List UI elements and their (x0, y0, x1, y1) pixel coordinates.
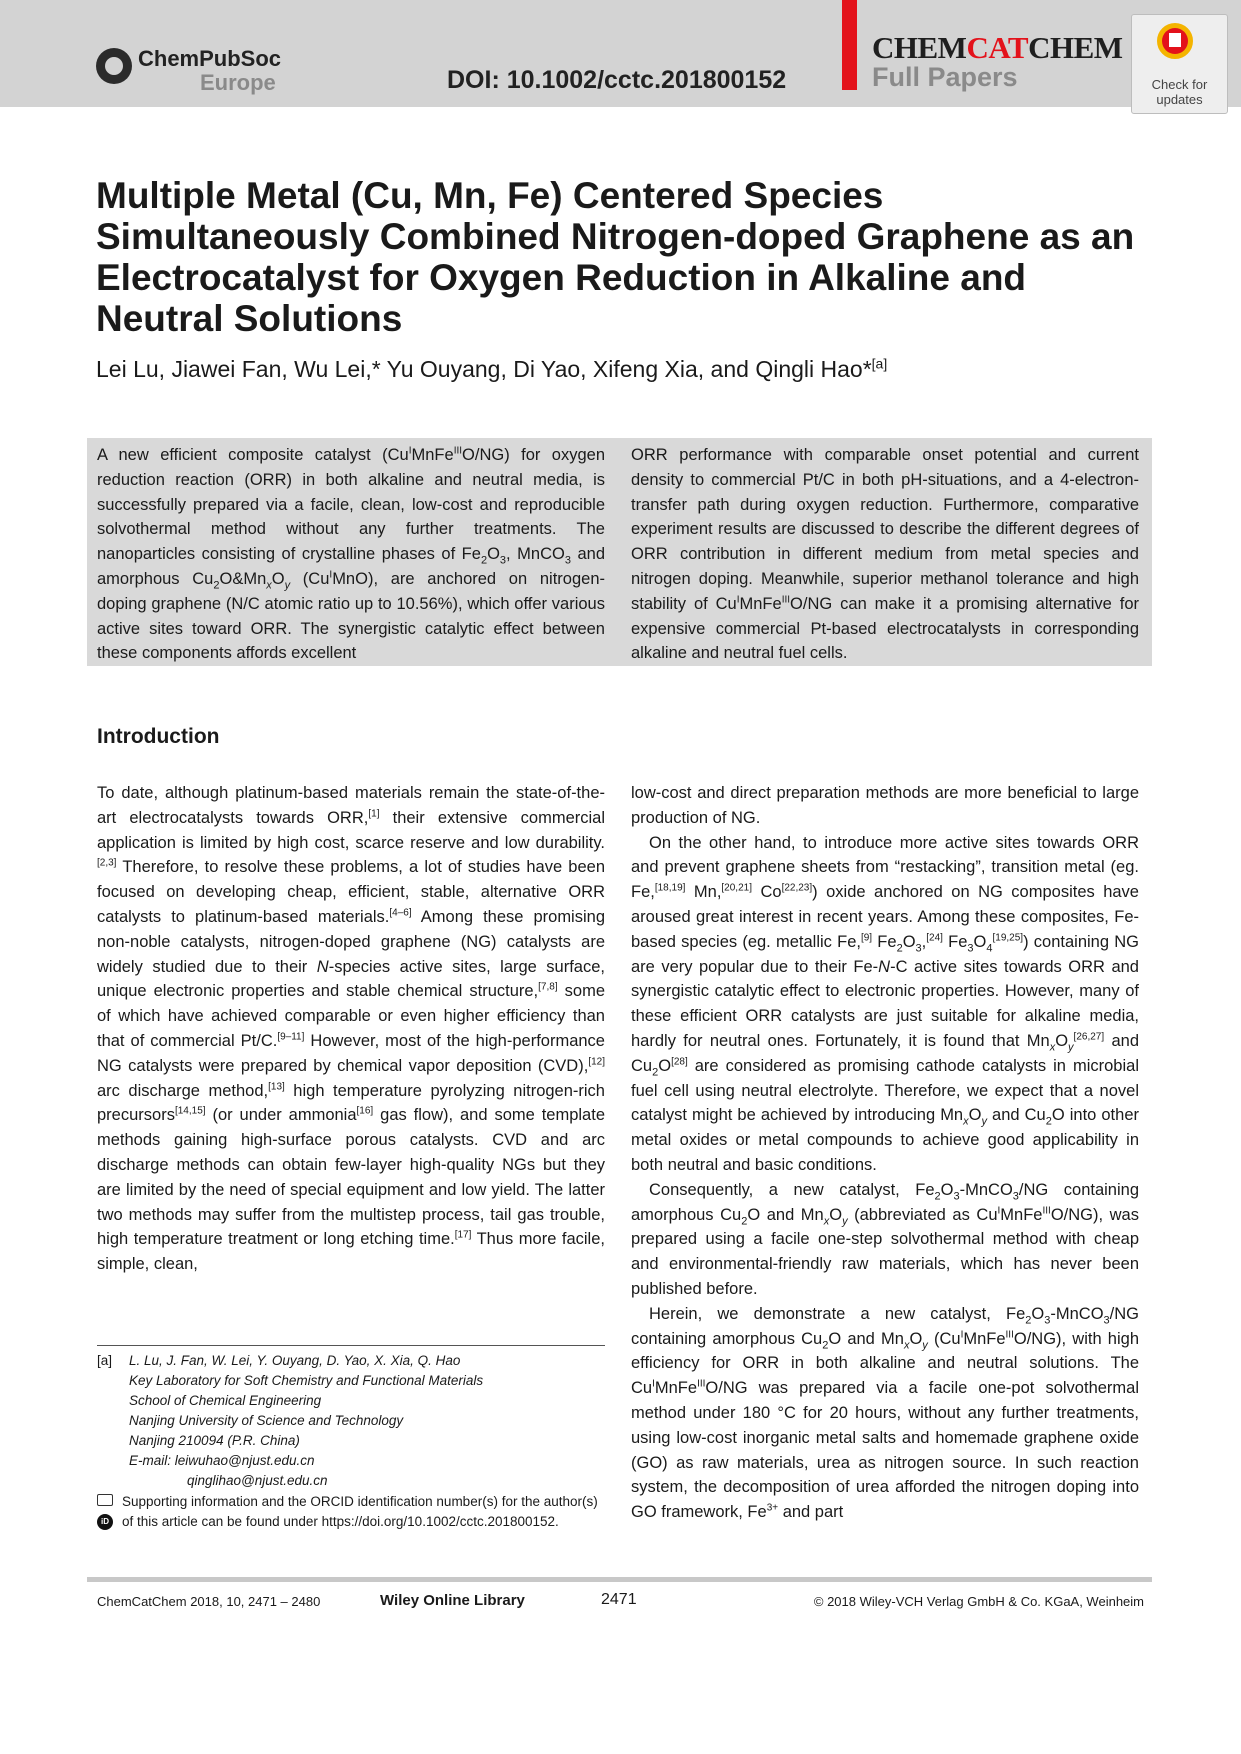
author-list (96, 356, 887, 383)
footnote-line: Nanjing 210094 (P.R. China) (129, 1433, 300, 1448)
authors-text: Lei Lu, Jiawei Fan, Wu Lei,* Yu Ouyang, Di Yao, Xifeng Xia, and Qingli Hao* (96, 356, 872, 382)
supporting-info-note (97, 1492, 605, 1532)
footnote-label: [a] (97, 1353, 113, 1368)
introduction-left-column (97, 781, 605, 1277)
wiley-online-library-link[interactable]: Wiley Online Library (380, 1592, 525, 1609)
journal-name-part3: CHEM (1028, 30, 1123, 65)
journal-accent-bar (842, 0, 857, 90)
footnote-email[interactable]: qinglihao@njust.edu.cn (187, 1473, 328, 1488)
article-type: Full Papers (872, 62, 1018, 92)
journal-name-part1: CHEM (872, 30, 967, 65)
footnote-line: School of Chemical Engineering (129, 1393, 322, 1408)
footnote-line: L. Lu, J. Fan, W. Lei, Y. Ouyang, D. Yao, X. Xia, Q. Hao (129, 1353, 461, 1368)
copyright-notice: © 2018 Wiley-VCH Verlag GmbH & Co. KGaA, Weinheim (813, 1594, 1144, 1609)
intro-paragraph: To date, although platinum-based materials remain the state-of-the-art electrocatalysts towards ORR,[1] their extensive commercial application is limited by high cost, scarce reserve and low durability.[2,3] Therefore, to resolve these problems, a lot of studies have been focused on developing cheap, efficient, stable, alternative ORR catalysts to platinum-based materials.[4–6] Among these promising non-noble catalysts, nitrogen-doped graphene (NG) catalysts are widely studied due to their N-species active sites, large surface, unique electronic properties and stable chemical structure,[7,8] some of which have achieved comparable or even higher efficiency than that of commercial Pt/C.[9–11] However, most of the high-performance NG catalysts were prepared by chemical vapor deposition (CVD),[12] arc discharge method,[13] high temperature pyrolyzing nitrogen-rich precursors[14,15] (or under ammonia[16] gas flow), and some template methods gaining high-surface porous catalysts. CVD and arc discharge methods can obtain few-layer high-quality NGs but they are limited by the need of special equipment and low yield. The latter two methods may suffer from the multistep process, tail gas trouble, high temperature treatment or long etching time.[17] Thus more facile, simple, clean, (97, 784, 606, 1274)
check-updates-button[interactable] (1131, 14, 1228, 114)
footer-journal-ref: ChemCatChem 2018, 10, 2471 – 2480 (97, 1594, 321, 1609)
footnote-line: Key Laboratory for Soft Chemistry and Functional Materials (129, 1373, 484, 1388)
crossmark-icon-bookmark (1169, 33, 1181, 47)
orcid-icon: iD (97, 1514, 113, 1530)
supporting-info-text[interactable]: Supporting information and the ORCID identification number(s) for the author(s) of this article can be found under https://doi.org/10.1002/cctc.201800152. (122, 1494, 598, 1529)
journal-name-part2: CAT (966, 30, 1029, 65)
page-number: 2471 (601, 1591, 637, 1608)
computer-icon (97, 1494, 113, 1506)
abstract-left-column: A new efficient composite catalyst $(Cu^IMnFe^{III}O/NG)$ for oxygen reduction reaction (ORR) in both alkaline and neutral media, is successfully prepared via a facile, clean, low-cost and reproducible solvothermal method without any further treatments. The nanoparticles consisting of crystalline phases of $Fe_2O_3$, MnCO$_3$ and amorphous $Cu_2O\&Mn_xO_y$ $(Cu^IMnO)$, are anchored on nitrogen-doping graphene (N/C atomic ratio up to 10.56%), which offer various active sites toward ORR. The synergistic catalytic effect between these components affords excellent (97, 445, 606, 663)
check-updates-label: Check for updates (1151, 77, 1208, 107)
chempubsoc-emblem-icon (96, 48, 132, 84)
chempubsoc-logo[interactable] (96, 44, 296, 100)
article-title: Multiple Metal (Cu, Mn, Fe) Centered Species Simultaneously Combined Nitrogen-doped Graphene as an Electrocatalyst for Oxygen Reduction in Alkaline and Neutral Solutions (96, 175, 1135, 339)
footer-rule (87, 1577, 1152, 1582)
intro-paragraph: low-cost and direct preparation methods are more beneficial to large production of NG. (631, 784, 1139, 827)
doi-link[interactable]: DOI: 10.1002/cctc.201800152 (447, 66, 787, 94)
intro-paragraph: On the other hand, to introduce more active sites towards ORR and prevent graphene sheets from “restacking”, transition metal (eg. Fe,[18,19] Mn,[20,21] Co[22,23]) oxide anchored on NG composites have aroused great interest in recent years. Among these composites, Fe-based species (eg. metallic Fe,[9] $Fe_2O_3,[24]$ $Fe_3O_4[19,25]$) containing NG are very popular due to their Fe-N-C active sites towards ORR and synergistic catalytic effect to electronic properties. However, many of these efficient ORR catalysts are just suitable for alkaline media, hardly for neutral ones. Fortunately, it is found that $Mn_xO_y[26,27]$ and $Cu_2O[28]$ are considered as promising cathode catalysts in microbial fuel cell using neutral electrolyte. Therefore, we expect that a novel catalyst might be achieved by introducing $Mn_xO_y$ and $Cu_2O$ into other metal oxides or metal compounds to achieve good applicability in both neutral and basic conditions. (631, 833, 1139, 1174)
journal-name[interactable] (872, 30, 1123, 66)
author-affiliation-mark: [a] (871, 355, 888, 372)
section-heading-introduction: Introduction (97, 725, 220, 748)
affiliation-footnote (97, 1351, 605, 1491)
logo-line1: ChemPubSoc (138, 46, 282, 71)
footnote-body (129, 1351, 605, 1491)
footnote-rule (97, 1345, 605, 1346)
introduction-right-column (631, 781, 1139, 1525)
footnote-email[interactable]: E-mail: leiwuhao@njust.edu.cn (129, 1453, 315, 1468)
logo-line2: Europe (200, 70, 276, 95)
intro-paragraph: Herein, we demonstrate a new catalyst, $Fe_2O_3-MnCO_3/NG$ containing amorphous $Cu_2O$ and $Mn_xO_y$ $(Cu^IMnFe^{III}O/NG)$, with high efficiency for ORR in both alkaline and neutral solutions. The $Cu^IMnFe^{III}O/NG$ was prepared via a facile one-pot solvothermal method under 180 °C for 20 hours, without any further treatments, using low-cost inorganic metal salts and homemade graphene oxide (GO) as raw materials, urea as nitrogen source. In such reaction system, the decomposition of urea afforded the nitrogen doping into GO framework, $Fe^{3+}$ and part (631, 1304, 1139, 1522)
abstract-right-column: ORR performance with comparable onset potential and current density to commercial Pt/C in both pH-situations, and a 4-electron-transfer path during oxygen reduction. Furthermore, comparative experiment results are discussed to describe the different degrees of ORR contribution in different medium from metal species and nitrogen doping. Meanwhile, superior methanol tolerance and high stability of $Cu^IMnFe^{III}O/NG$ can make it a promising alternative for expensive commercial Pt-based electrocatalysts in corresponding alkaline and neutral fuel cells. (631, 446, 1139, 663)
intro-paragraph: Consequently, a new catalyst, $Fe_2O_3-MnCO_3/NG$ containing amorphous $Cu_2O$ and $Mn_xO_y$ (abbreviated as $Cu^IMnFe^{III}O/NG$), was prepared using a facile one-step solvothermal method with cheap and environmental-friendly raw materials, which has never been published before. (631, 1180, 1139, 1298)
footnote-line: Nanjing University of Science and Technology (129, 1413, 404, 1428)
